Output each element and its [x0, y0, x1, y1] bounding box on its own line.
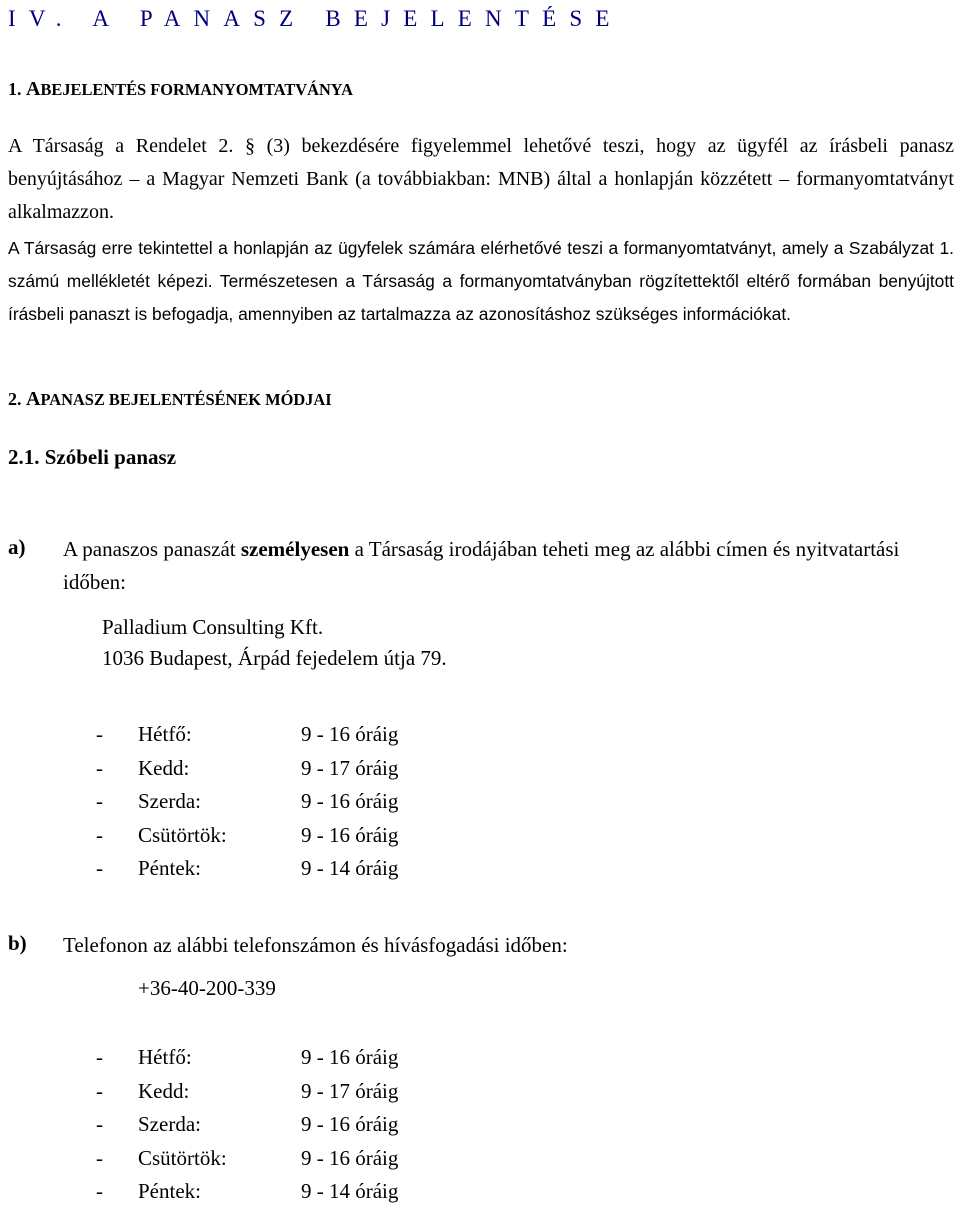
chapter-title: IV. A PANASZ BEJELENTÉSE: [8, 6, 623, 31]
section-2-heading: [8, 388, 332, 411]
section-2-title: PANASZ BEJELENTÉSÉNEK MÓDJAI: [40, 390, 332, 409]
day-label: Szerda:: [138, 789, 201, 813]
item-a-text-before: A panaszos panaszát: [63, 537, 241, 561]
item-a-text-after: a Társaság irodájában teheti meg az alábbi címen és nyitvatartási időben:: [63, 537, 900, 594]
list-dash: -: [96, 1112, 103, 1136]
time-range: 9 - 16 óráig: [301, 789, 399, 813]
section-1-first-letter: A: [26, 78, 41, 100]
list-dash: -: [96, 1145, 103, 1170]
item-a-text: [63, 533, 953, 599]
section-1-paragraph-2: A Társaság erre tekintettel a honlapján az ügyfelek számára elérhetővé teszi a formanyomtatványt, amely a Szabályzat 1. számú mellékletét képezi. Természetesen a Társaság a formanyomtatványban rögzítettektől eltérő formában benyújtott írásbeli panaszt is befogadja, amennyiben az tartalmazza az azonosításhoz szükséges információkat.: [8, 238, 954, 324]
company-address: 1036 Budapest, Árpád fejedelem útja 79.: [102, 646, 447, 670]
time-range: 9 - 17 óráig: [301, 755, 399, 780]
day-label: Hétfő:: [138, 1045, 192, 1069]
section-1-title: BEJELENTÉS FORMANYOMTATVÁNYA: [40, 80, 353, 99]
list-dash: -: [96, 856, 103, 880]
list-dash: -: [96, 1179, 103, 1203]
day-label: Csütörtök:: [138, 822, 227, 847]
time-range: 9 - 17 óráig: [301, 1078, 399, 1103]
section-1-heading: [8, 78, 353, 101]
time-range: 9 - 14 óráig: [301, 856, 399, 880]
time-range: 9 - 16 óráig: [301, 1045, 399, 1069]
list-dash: -: [96, 755, 103, 780]
day-label: Kedd:: [138, 755, 190, 780]
section-1-paragraph-1: A Társaság a Rendelet 2. § (3) bekezdésére figyelemmel lehetővé teszi, hogy az ügyfél az írásbeli panasz benyújtásához – a Magyar Nemzeti Bank (a továbbiakban: MNB) által a honlapján közzétett – formanyomtatványt alkalmazzon.: [8, 135, 954, 223]
time-range: 9 - 16 óráig: [301, 1145, 399, 1170]
list-dash: -: [96, 789, 103, 813]
day-label: Péntek:: [138, 1179, 201, 1203]
time-range: 9 - 16 óráig: [301, 1112, 399, 1136]
time-range: 9 - 14 óráig: [301, 1179, 399, 1203]
section-2-number: 2.: [8, 389, 22, 409]
time-range: 9 - 16 óráig: [301, 722, 399, 746]
item-a-text-bold: személyesen: [240, 537, 350, 561]
day-label: Kedd:: [138, 1078, 190, 1103]
time-range: 9 - 16 óráig: [301, 822, 399, 847]
list-dash: -: [96, 1078, 103, 1103]
list-dash: -: [96, 1045, 103, 1069]
day-label: Szerda:: [138, 1112, 201, 1136]
item-b-text: Telefonon az alábbi telefonszámon és hívásfogadási időben:: [63, 933, 568, 957]
phone-number: +36-40-200-339: [138, 976, 276, 1000]
section-2-first-letter: A: [26, 388, 41, 410]
item-a-letter: a): [8, 535, 26, 559]
section-1-number: 1.: [8, 79, 22, 99]
day-label: Péntek:: [138, 856, 201, 880]
item-b-letter: b): [8, 931, 27, 955]
list-dash: -: [96, 722, 103, 746]
day-label: Hétfő:: [138, 722, 192, 746]
list-dash: -: [96, 822, 103, 847]
company-name: Palladium Consulting Kft.: [102, 615, 324, 639]
day-label: Csütörtök:: [138, 1145, 227, 1170]
subsection-heading: 2.1. Szóbeli panasz: [8, 445, 177, 469]
